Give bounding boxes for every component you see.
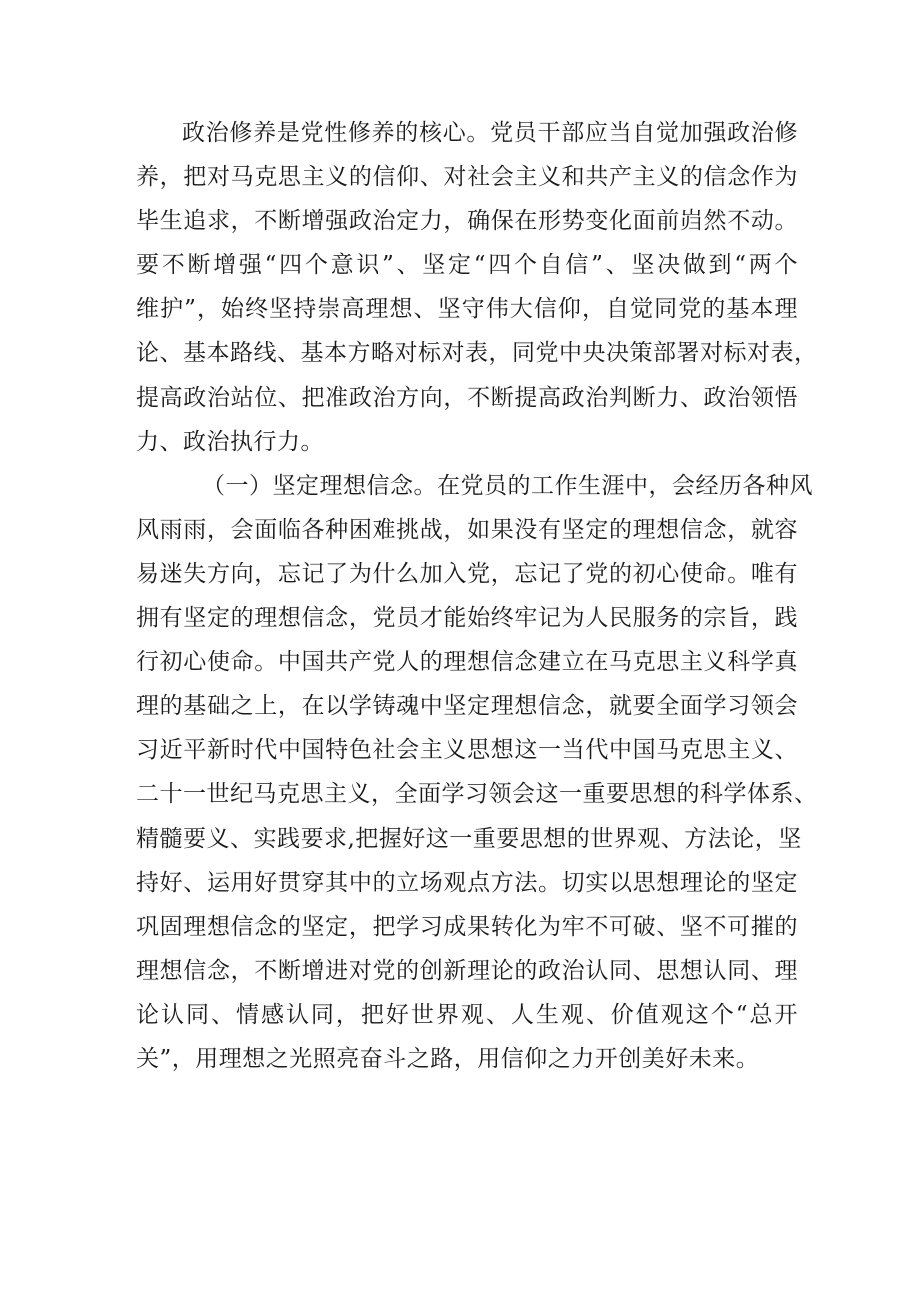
text-line: 拥有坚定的理想信念，党员才能始终牢记为人民服务的宗旨，践 [136, 605, 798, 632]
text-line: 行初心使命。中国共产党人的理想信念建立在马克思主义科学真 [136, 649, 798, 676]
text-line: 关”，用理想之光照亮奋斗之路，用信仰之力开创美好未来。 [136, 1045, 760, 1072]
text-line: 论、基本路线、基本方略对标对表，同党中央决策部署对标对表， [136, 340, 818, 367]
text-line: 风雨雨，会面临各种困难挑战，如果没有坚定的理想信念，就容 [136, 516, 798, 543]
text-line: 提高政治站位、把准政治方向，不断提高政治判断力、政治领悟 [136, 384, 798, 411]
text-line: 理的基础之上，在以学铸魂中坚定理想信念，就要全面学习领会 [136, 693, 798, 720]
text-line: 易迷失方向，忘记了为什么加入党，忘记了党的初心使命。唯有 [136, 560, 798, 587]
paragraph-political-cultivation [136, 111, 818, 464]
text-line: 论认同、情感认同，把好世界观、人生观、价值观这个“总开 [136, 1001, 798, 1028]
paragraph-ideals-beliefs [136, 464, 818, 1081]
text-line: 养，把对马克思主义的信仰、对社会主义和共产主义的信念作为 [136, 164, 798, 191]
text-line: 习近平新时代中国特色社会主义思想这一当代中国马克思主义、 [136, 737, 798, 764]
text-line: （一）坚定理想信念。在党员的工作生涯中，会经历各种风 [202, 472, 813, 499]
text-line: 政治修养是党性修养的核心。党员干部应当自觉加强政治修 [182, 120, 798, 146]
text-line: 力、政治执行力。 [136, 428, 324, 455]
document-body [136, 111, 818, 1081]
text-line: 毕生追求，不断增强政治定力，确保在形势变化面前岿然不动。 [136, 208, 798, 235]
text-line: 持好、运用好贯穿其中的立场观点方法。切实以思想理论的坚定 [136, 869, 798, 896]
text-line: 巩固理想信念的坚定，把学习成果转化为牢不可破、坚不可摧的 [136, 913, 798, 940]
text-line: 要不断增强“四个意识”、坚定“四个自信”、坚决做到“两个 [136, 252, 798, 279]
text-line: 理想信念，不断增进对党的创新理论的政治认同、思想认同、理 [136, 957, 798, 984]
text-line: 二十一世纪马克思主义，全面学习领会这一重要思想的科学体系、 [136, 781, 818, 808]
text-line: 维护”，始终坚持崇高理想、坚守伟大信仰，自觉同党的基本理 [136, 296, 798, 323]
text-line: 精髓要义、实践要求,把握好这一重要思想的世界观、方法论，坚 [136, 825, 802, 852]
